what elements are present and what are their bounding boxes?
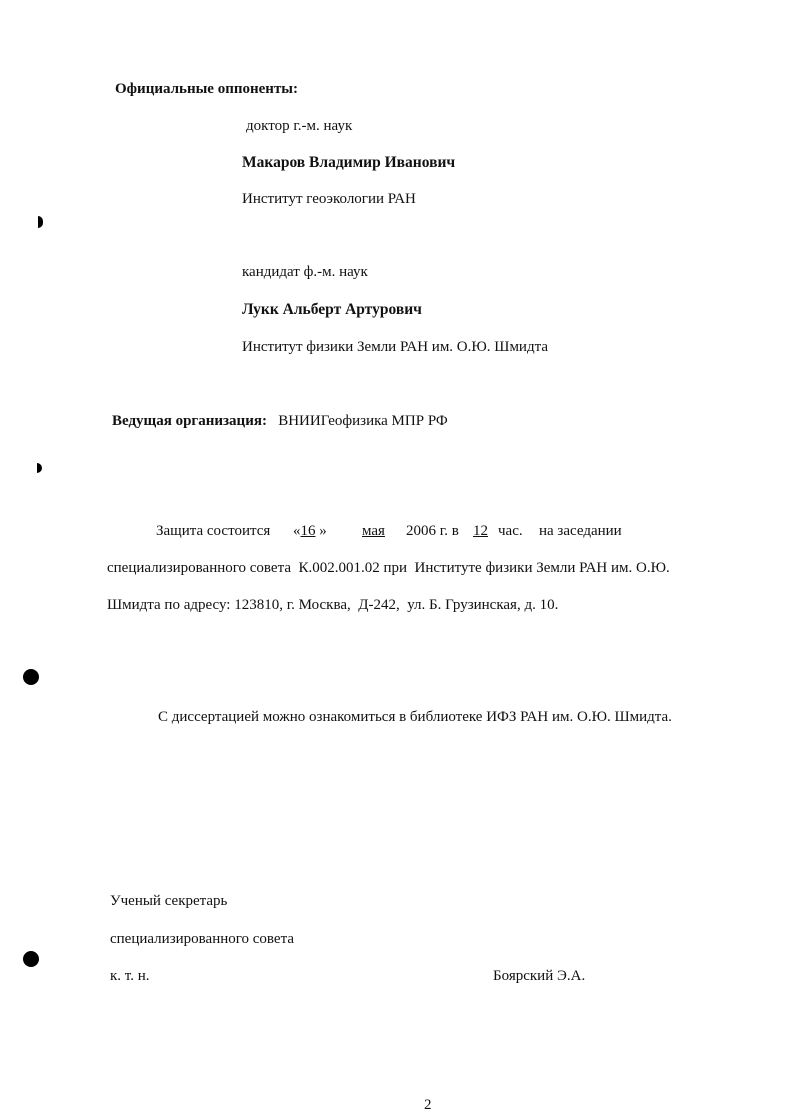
defense-hour-suffix: час. — [498, 523, 523, 539]
opponent-1-name: Макаров Владимир Иванович — [242, 154, 456, 171]
defense-meeting-text: на заседании — [539, 523, 622, 539]
page-number: 2 — [424, 1097, 432, 1113]
defense-year-text: 2006 г. в — [406, 523, 459, 539]
opponent-1-degree: доктор г.-м. наук — [246, 118, 353, 134]
secretary-degree: к. т. н. — [110, 968, 150, 984]
defense-close-quote: » — [319, 523, 327, 539]
defense-address-line: Шмидта по адресу: 123810, г. Москва, Д-242, ул. Б. Грузинская, д. 10. — [107, 597, 559, 613]
lead-organization-label: Ведущая организация: — [112, 413, 267, 429]
defense-council-line: специализированного совета К.002.001.02 при Институте физики Земли РАН им. О.Ю. — [107, 560, 670, 576]
defense-date-day — [293, 522, 327, 540]
defense-day: 16 — [300, 523, 316, 539]
secretary-council: специализированного совета — [110, 931, 294, 947]
opponents-heading: Официальные оппоненты: — [115, 81, 299, 97]
defense-open-quote: « — [293, 523, 301, 539]
punch-mark-top — [38, 216, 43, 228]
lead-organization-value: ВНИИГеофизика МПР РФ — [278, 413, 448, 429]
opponent-2-name: Лукк Альберт Артурович — [242, 301, 422, 318]
opponent-2-institution: Институт физики Земли РАН им. О.Ю. Шмидта — [242, 339, 548, 355]
defense-hour: 12 — [473, 523, 488, 539]
punch-mark-mid — [37, 463, 42, 473]
defense-month: мая — [362, 523, 385, 539]
secretary-name: Боярский Э.А. — [493, 968, 586, 984]
lead-organization — [112, 412, 448, 430]
punch-hole-upper — [23, 669, 39, 685]
punch-hole-lower — [23, 951, 39, 967]
secretary-title: Ученый секретарь — [110, 893, 228, 909]
defense-lead: Защита состоится — [156, 523, 271, 539]
opponent-2-degree: кандидат ф.-м. наук — [242, 264, 368, 280]
library-note: С диссертацией можно ознакомиться в библиотеке ИФЗ РАН им. О.Ю. Шмидта. — [158, 709, 672, 725]
opponent-1-institution: Институт геоэкологии РАН — [242, 191, 416, 207]
